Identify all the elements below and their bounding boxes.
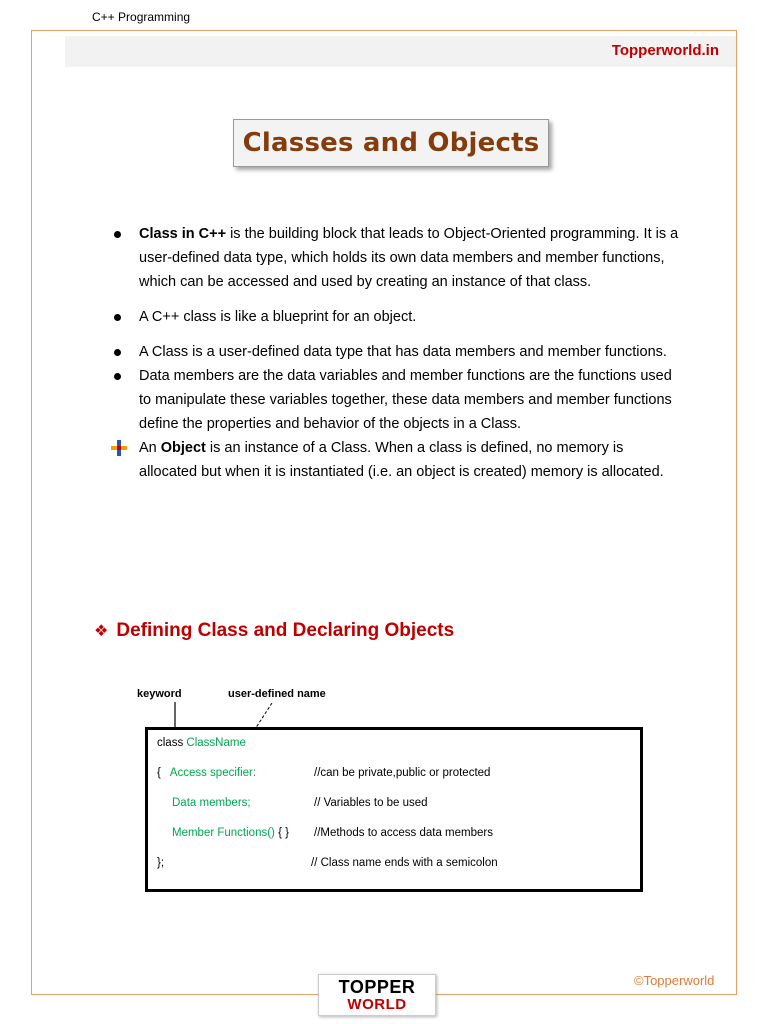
data-members: Data members;: [172, 797, 251, 809]
bold-term: Object: [160, 440, 206, 456]
logo-top-text: TOPPER: [338, 977, 416, 997]
bullet-text: Data members are the data variables and member functions are the functions used to manipulate these variables together, these data members and member functions define the properties and behavior of the objects in a Class.: [139, 368, 672, 432]
code-line-1: [157, 737, 246, 749]
bullet-prefix: An: [139, 440, 161, 456]
list-item: [114, 436, 684, 484]
title-box: [233, 119, 549, 167]
class-keyword: class: [157, 737, 184, 749]
bullet-text: A C++ class is like a blueprint for an object.: [139, 309, 417, 325]
section-heading: [94, 620, 454, 642]
member-functions-comment: //Methods to access data members: [314, 827, 493, 839]
diamond-bullet-icon: ❖: [94, 623, 109, 640]
user-defined-name-label: user-defined name: [228, 688, 326, 700]
closing-comment: // Class name ends with a semicolon: [311, 857, 498, 869]
section-heading-text: Defining Class and Declaring Objects: [116, 620, 455, 641]
bullet-dot-icon: [114, 314, 121, 321]
bold-term: Class in C++: [139, 226, 227, 242]
class-name: ClassName: [186, 737, 246, 749]
access-specifier: Access specifier:: [169, 767, 257, 779]
bullet-text: A Class is a user-defined data type that has data members and member functions.: [139, 344, 667, 360]
class-syntax-diagram: [145, 727, 643, 892]
list-item: [114, 222, 684, 294]
open-brace: {: [157, 767, 161, 779]
site-bar: [65, 36, 736, 67]
topperworld-logo: [318, 974, 436, 1016]
data-members-comment: // Variables to be used: [314, 797, 428, 809]
running-header: C++ Programming: [92, 10, 191, 24]
cross-bullet-icon: [111, 440, 127, 456]
site-name: Topperworld.in: [611, 42, 719, 59]
copyright: ©Topperworld: [634, 973, 715, 988]
member-functions: Member Functions(): [172, 827, 275, 839]
logo-bottom-text: WORLD: [347, 996, 407, 1013]
bullet-text: is the building block that leads to Object-Oriented programming. It is a user-defined data type, which holds its own data members and member functions, which can be accessed and used by creating an instance of that class.: [139, 226, 679, 290]
bullet-text: is an instance of a Class. When a class is defined, no memory is allocated but when it is instantiated (i.e. an object is created) memory is allocated.: [139, 440, 664, 480]
bullet-dot-icon: [114, 231, 121, 238]
list-item: [114, 364, 684, 436]
list-item: [114, 340, 684, 364]
function-braces: { }: [278, 827, 289, 839]
code-line-4: [172, 827, 289, 839]
closing-brace: };: [157, 857, 165, 869]
keyword-label: keyword: [137, 688, 182, 700]
page-title: Classes and Objects: [242, 128, 540, 158]
bullet-dot-icon: [114, 373, 121, 380]
access-specifier-comment: //can be private,public or protected: [314, 767, 491, 779]
bullet-dot-icon: [114, 349, 121, 356]
bullet-list: [114, 222, 684, 484]
code-line-2: [157, 767, 256, 779]
list-item: [114, 305, 684, 329]
